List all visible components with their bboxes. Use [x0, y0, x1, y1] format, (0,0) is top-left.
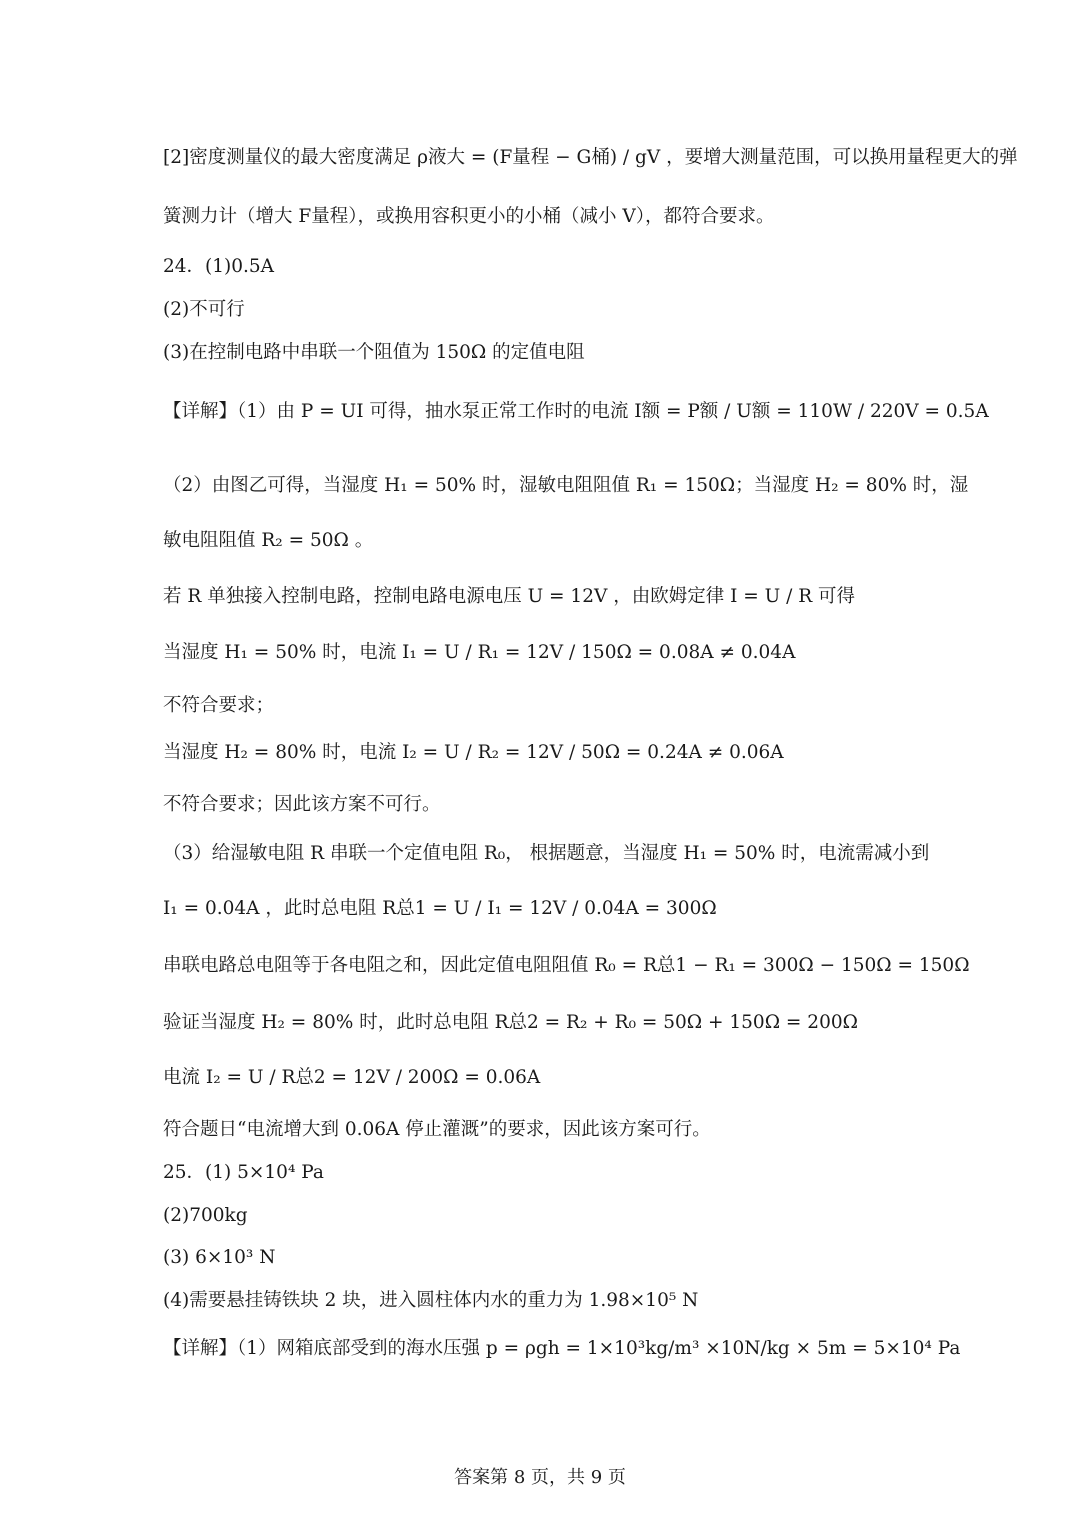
text-line: 串联电路总电阻等于各电阻之和，因此定值电阻阻值 R₀ = R总1 − R₁ = 300Ω − 150Ω = 150Ω [163, 955, 970, 976]
text-line: 若 R 单独接入控制电路，控制电路电源电压 U = 12V ，由欧姆定律 I = U / R 可得 [163, 586, 856, 607]
text-line: 不符合要求； [163, 695, 275, 716]
answer-25-1: 25．(1) 5×10⁴ Pa [163, 1162, 324, 1183]
answer-24-2: (2)不可行 [163, 299, 245, 320]
text-line: 【详解】（1）由 P = UI 可得，抽水泵正常工作时的电流 I额 = P额 / U额 = 110W / 220V = 0.5A [163, 401, 989, 422]
text-line: I₁ = 0.04A ，此时总电阻 R总1 = U / I₁ = 12V / 0.04A = 300Ω [163, 898, 717, 919]
answer-24-3: (3)在控制电路中串联一个阻值为 150Ω 的定值电阻 [163, 342, 585, 363]
text-line: （2）由图乙可得，当湿度 H₁ = 50% 时，湿敏电阻阻值 R₁ = 150Ω；当湿度 H₂ = 80% 时，湿 [163, 475, 969, 496]
text-line: 敏电阻阻值 R₂ = 50Ω 。 [163, 530, 374, 551]
text-line: 当湿度 H₁ = 50% 时，电流 I₁ = U / R₁ = 12V / 150Ω = 0.08A ≠ 0.04A [163, 642, 796, 663]
answer-25-2: (2)700kg [163, 1205, 248, 1226]
text-line: 验证当湿度 H₂ = 80% 时，此时总电阻 R总2 = R₂ + R₀ = 50Ω + 150Ω = 200Ω [163, 1012, 858, 1033]
page-footer: 答案第 8 页，共 9 页 [454, 1467, 626, 1488]
text-line: 电流 I₂ = U / R总2 = 12V / 200Ω = 0.06A [163, 1067, 541, 1088]
text-line: [2]密度测量仪的最大密度满足 ρ液大 = (F量程 − G桶) / gV ，要增大测量范围，可以换用量程更大的弹 [163, 147, 1018, 168]
text-line: 簧测力计（增大 F量程），或换用容积更小的小桶（减小 V），都符合要求。 [163, 206, 775, 227]
text-line: 【详解】（1）网箱底部受到的海水压强 p = ρgh = 1×10³kg/m³ ×10N/kg × 5m = 5×10⁴ Pa [163, 1338, 961, 1359]
text-line: 符合题日“电流增大到 0.06A 停止灌溉”的要求，因此该方案可行。 [163, 1119, 711, 1140]
text-line: （3）给湿敏电阻 R 串联一个定值电阻 R₀， 根据题意，当湿度 H₁ = 50% 时，电流需减小到 [163, 843, 930, 864]
answer-25-4: (4)需要悬挂铸铁块 2 块，进入圆柱体内水的重力为 1.98×10⁵ N [163, 1290, 699, 1311]
answer-24-1: 24．(1)0.5A [163, 256, 275, 277]
text-line: 当湿度 H₂ = 80% 时，电流 I₂ = U / R₂ = 12V / 50Ω = 0.24A ≠ 0.06A [163, 742, 784, 763]
text-line: 不符合要求；因此该方案不可行。 [163, 794, 441, 815]
answer-25-3: (3) 6×10³ N [163, 1247, 276, 1268]
